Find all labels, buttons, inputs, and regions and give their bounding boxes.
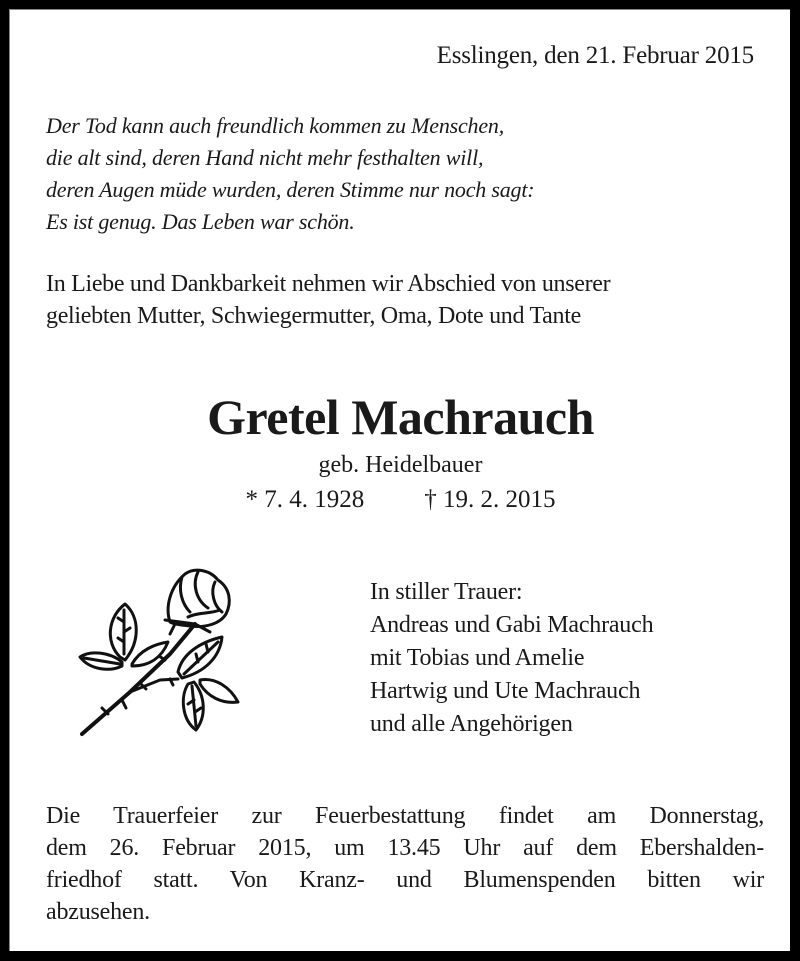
funeral-notice-line: abzusehen. bbox=[46, 899, 150, 925]
funeral-notice-line: Die Trauerfeier zur Feuerbestattung findet am Donnerstag, bbox=[46, 803, 764, 829]
intro-line: In Liebe und Dankbarkeit nehmen wir Abschied von unserer bbox=[46, 271, 611, 297]
poem-line: Es ist genug. Das Leben war schön. bbox=[46, 209, 355, 234]
poem bbox=[46, 110, 534, 238]
birth-date: * 7. 4. 1928 bbox=[245, 486, 365, 513]
poem-line: deren Augen müde wurden, deren Stimme nur noch sagt: bbox=[46, 177, 535, 202]
intro-text bbox=[46, 268, 610, 332]
poem-line: Der Tod kann auch freundlich kommen zu Menschen, bbox=[46, 113, 505, 138]
funeral-notice bbox=[46, 800, 764, 928]
deceased-name: Gretel Machrauch bbox=[207, 389, 594, 445]
mourner-line: und alle Angehörigen bbox=[370, 711, 573, 737]
death-date: † 19. 2. 2015 bbox=[424, 486, 556, 513]
obituary-card bbox=[9, 9, 790, 951]
life-dates bbox=[10, 486, 791, 514]
funeral-notice-line: friedhof statt. Von Kranz- und Blumenspenden bitten wir bbox=[46, 867, 764, 893]
mourner-line: mit Tobias und Amelie bbox=[370, 645, 585, 671]
place-date: Esslingen, den 21. Februar 2015 bbox=[436, 42, 754, 69]
intro-line: geliebten Mutter, Schwiegermutter, Oma, Dote und Tante bbox=[46, 303, 581, 329]
rose-icon bbox=[70, 562, 250, 742]
poem-line: die alt sind, deren Hand nicht mehr festhalten will, bbox=[46, 145, 484, 170]
birth-name: geb. Heidelbauer bbox=[318, 452, 483, 478]
mourner-line: Hartwig und Ute Machrauch bbox=[370, 678, 641, 704]
mourners-list bbox=[370, 576, 653, 741]
mourner-line: Andreas und Gabi Machrauch bbox=[370, 612, 654, 638]
mourners-heading: In stiller Trauer: bbox=[370, 579, 523, 605]
funeral-notice-line: dem 26. Februar 2015, um 13.45 Uhr auf dem Ebershalden- bbox=[46, 835, 764, 861]
